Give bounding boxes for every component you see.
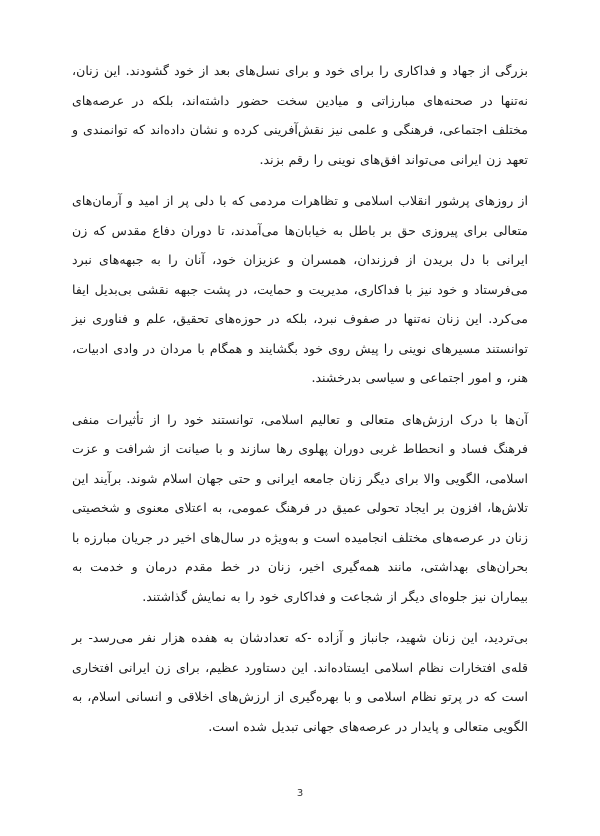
- paragraph-3: آن‌ها با درک ارزش‌های متعالی و تعالیم اسلامی، توانستند خود را از تأثیرات منفی فرهنگ فساد و انحطاط غربی دوران پهلوی رها سازند و با صیانت از شرافت و عزت اسلامی، الگویی والا برای دیگر زنان جامعه ایرانی و حتی جهان اسلام شوند. برآیند این تلاش‌ها، افزون بر ایجاد تحولی عمیق در فرهنگ عمومی، به اعتلای معنوی و شخصیتی زنان در عرصه‌های مختلف انجامیده است و به‌ویژه در سال‌های اخیر در جریان مبارزه با بحران‌های بهداشتی، مانند همه‌گیری اخیر، زنان در خط مقدم درمان و خدمت به بیماران نیز جلوه‌ای دیگر از شجاعت و فداکاری خود را به نمایش گذاشتند.: [72, 411, 528, 604]
- paragraph-4: بی‌تردید، این زنان شهید، جانباز و آزاده -که تعدادشان به هفده هزار نفر می‌رسد- بر قله‌ی افتخارات نظام اسلامی ایستاده‌اند. این دستاورد عظیم، برای زن ایرانی افتخاری است که در پرتو نظام اسلامی و با بهره‌گیری از ارزش‌های اخلاقی و انسانی اسلام، به الگویی متعالی و پایدار در عرصه‌های جهانی تبدیل شده است.: [72, 630, 528, 734]
- paragraph-2: از روزهای پرشور انقلاب اسلامی و تظاهرات مردمی که با دلی پر از امید و آرمان‌های متعالی برای پیروزی حق بر باطل به خیابان‌ها می‌آمدند، تا دوران دفاع مقدس که زن ایرانی با دل بریدن از فرزندان، همسران و عزیزان خود، آنان را به جبهه‌های نبرد می‌فرستاد و خود نیز با فداکاری، مدیریت و حمایت، در پشت جبهه نقشی بی‌بدیل ایفا می‌کرد. این زنان نه‌تنها در صفوف نبرد، بلکه در حوزه‌های تحقیق، علم و فناوری نیز توانستند مسیرهای نوینی را پیش روی خود بگشایند و همگام با مردان در وادی ادبیات، هنر، و امور اجتماعی و سیاسی بدرخشند.: [72, 193, 528, 385]
- body-text: [72, 56, 528, 753]
- page-number: 3: [296, 788, 304, 799]
- paragraph-1: بزرگی از جهاد و فداکاری را برای خود و برای نسل‌های بعد از خود گشودند. این زنان، نه‌تنها در صحنه‌های مبارزاتی و میادین سخت حضور داشته‌اند، بلکه در عرصه‌های مختلف اجتماعی، فرهنگی و علمی نیز نقش‌آفرینی کرده و نشان داده‌اند که توانمندی و تعهد زن ایرانی می‌تواند افق‌های نوینی را رقم بزند.: [72, 63, 528, 167]
